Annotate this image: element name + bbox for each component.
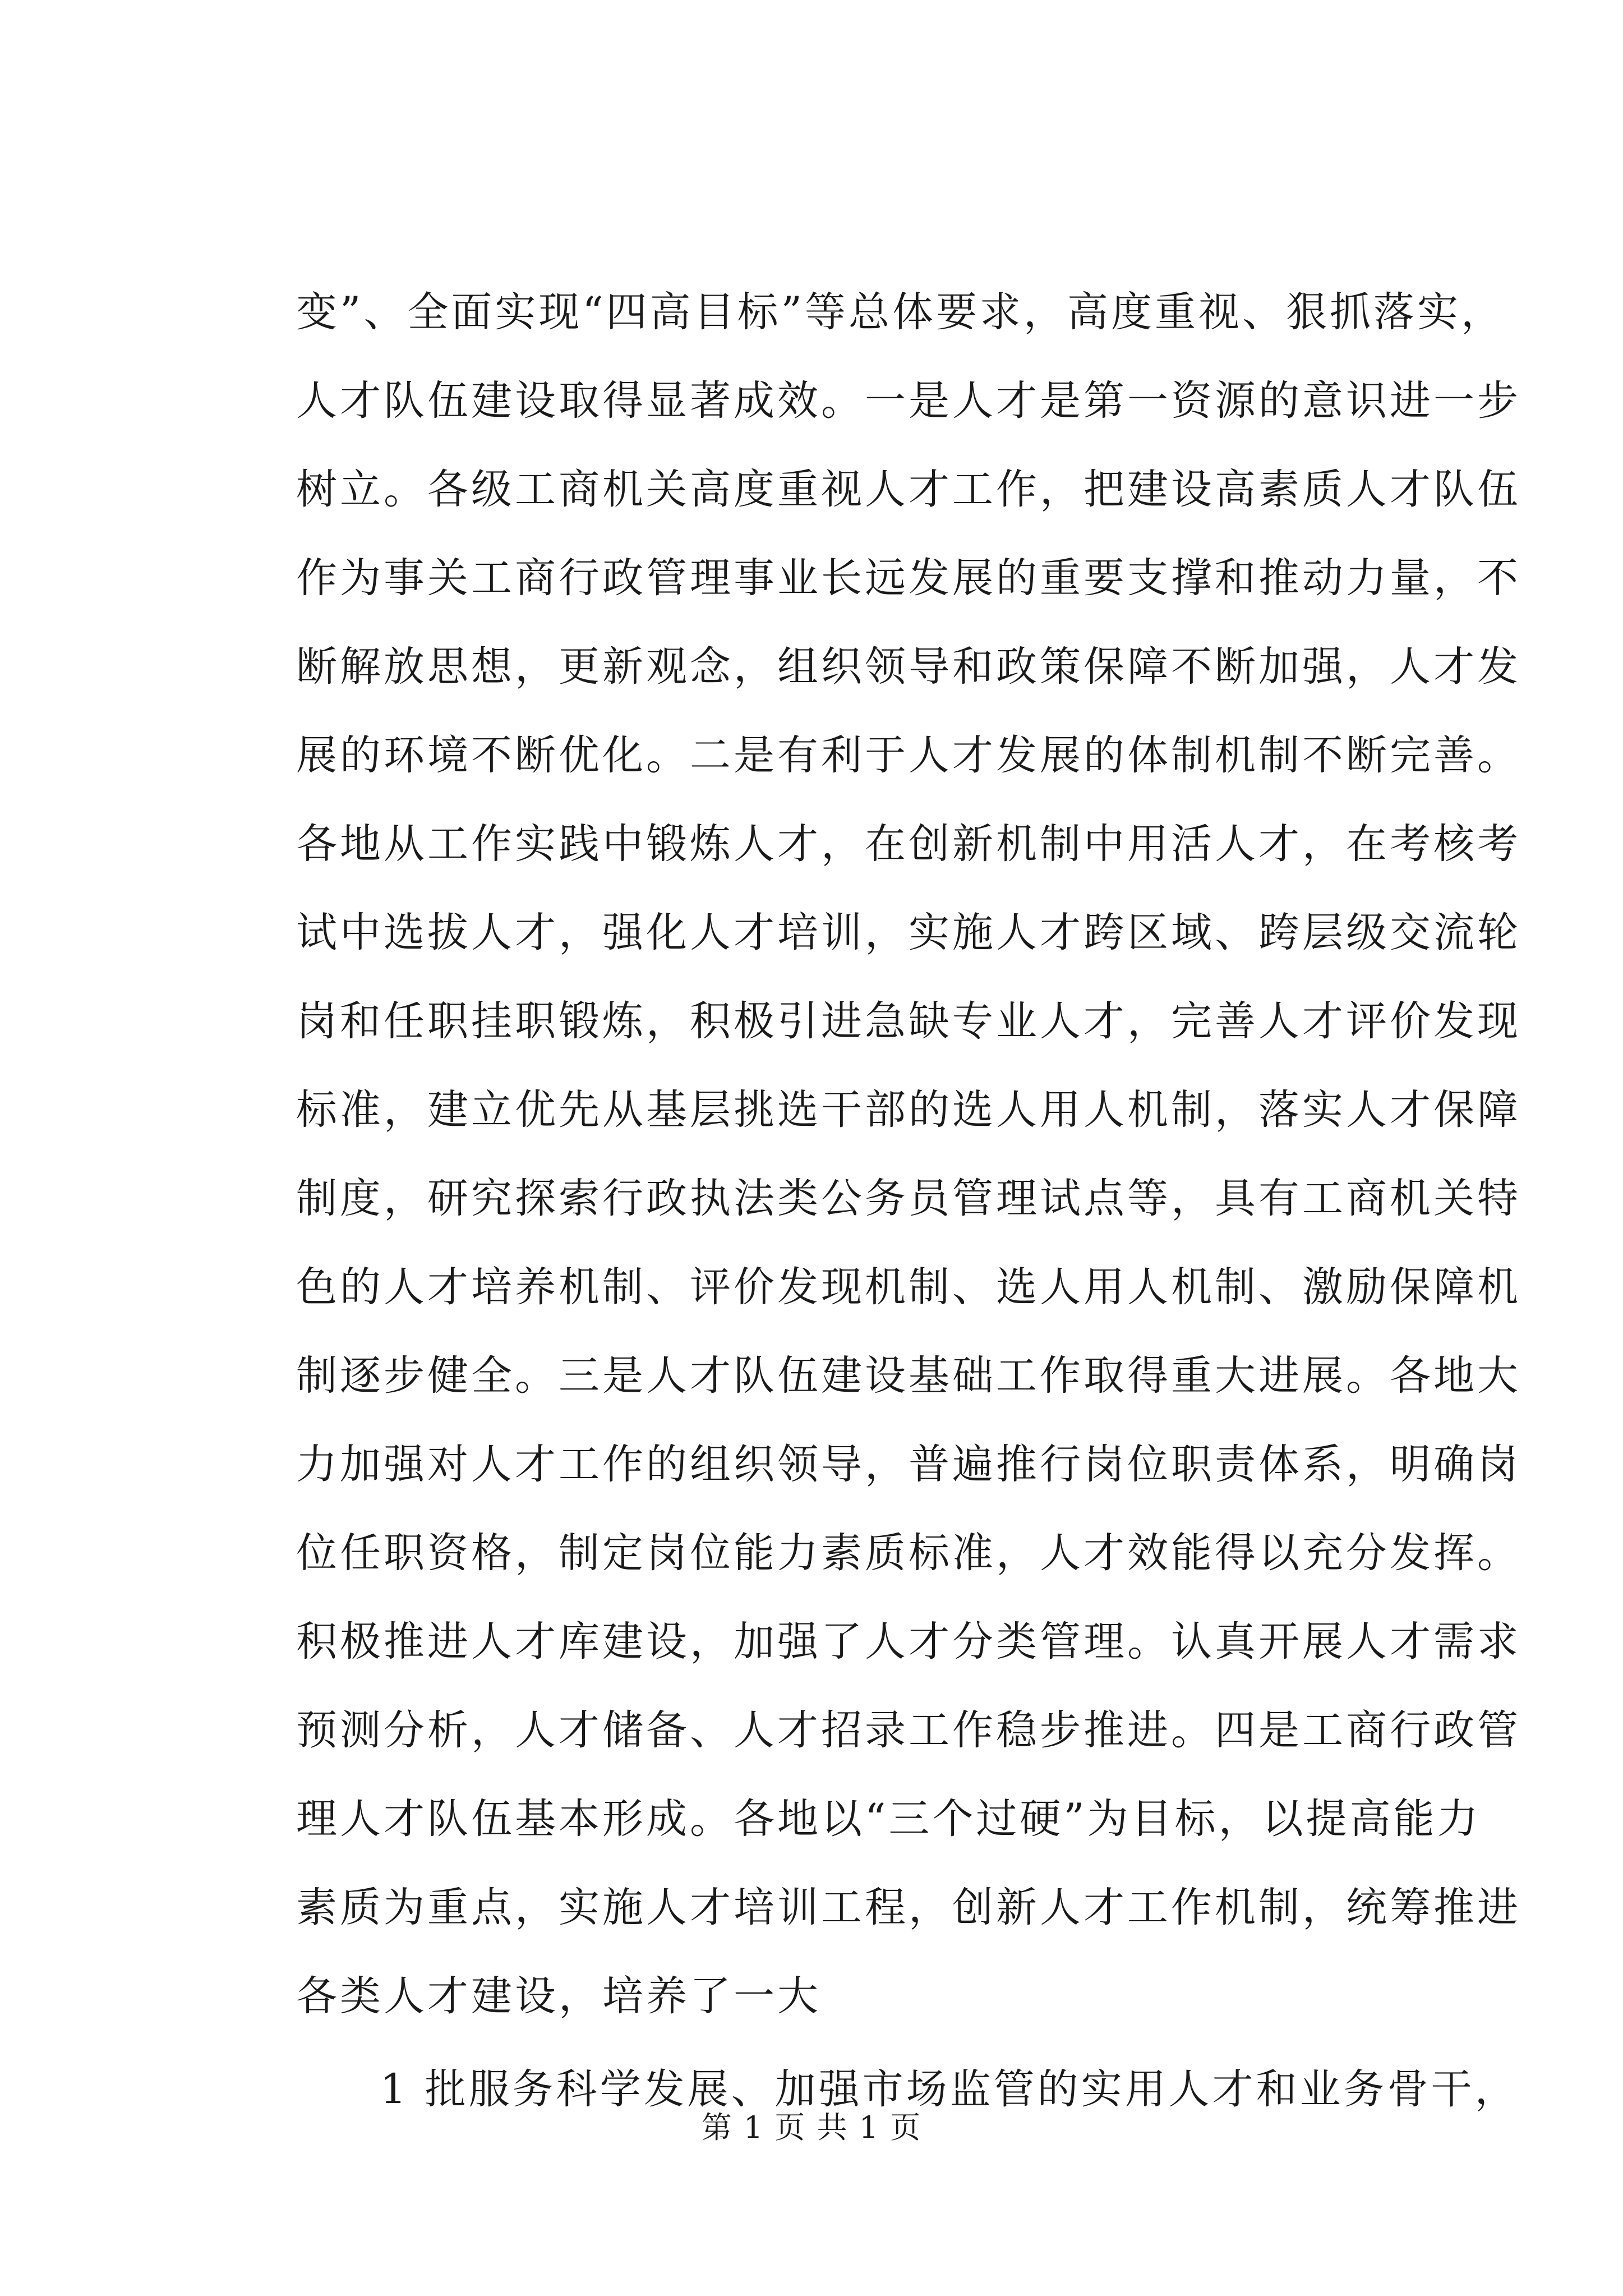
text-line: 积极推进人才库建设，加强了人才分类管理。认真开展人才需求 bbox=[296, 1618, 1521, 1665]
text-line: 预测分析，人才储备、人才招录工作稳步推进。四是工商行政管 bbox=[296, 1706, 1521, 1754]
text-line: 展的环境不断优化。二是有利于人才发展的体制机制不断完善。 bbox=[296, 731, 1521, 779]
text-line: 制度，研究探索行政执法类公务员管理试点等，具有工商机关特 bbox=[296, 1175, 1521, 1222]
continuation-line: 1 批服务科学发展、加强市场监管的实用人才和业务骨干， bbox=[380, 2065, 1519, 2113]
text-line: 色的人才培养机制、评价发现机制、选人用人机制、激励保障机 bbox=[296, 1263, 1521, 1311]
text-line: 力加强对人才工作的组织领导，普遍推行岗位职责体系，明确岗 bbox=[296, 1441, 1521, 1488]
text-line: 作为事关工商行政管理事业长远发展的重要支撑和推动力量，不 bbox=[296, 554, 1521, 602]
text-line: 变”、全面实现“四高目标”等总体要求，高度重视、狠抓落实， bbox=[296, 288, 1505, 336]
page-footer: 第 1 页 共 1 页 bbox=[701, 2110, 922, 2145]
text-line: 试中选拔人才，强化人才培训，实施人才跨区域、跨层级交流轮 bbox=[296, 909, 1521, 956]
text-line: 岗和任职挂职锻炼，积极引进急缺专业人才，完善人才评价发现 bbox=[296, 997, 1521, 1045]
text-line: 各类人才建设，培养了一大 bbox=[296, 1972, 821, 2020]
body-text bbox=[296, 268, 1521, 2134]
text-line: 各地从工作实践中锻炼人才，在创新机制中用活人才，在考核考 bbox=[296, 820, 1521, 868]
text-line: 人才队伍建设取得显著成效。一是人才是第一资源的意识进一步 bbox=[296, 377, 1521, 425]
text-line: 树立。各级工商机关高度重视人才工作，把建设高素质人才队伍 bbox=[296, 466, 1521, 513]
text-line: 断解放思想，更新观念，组织领导和政策保障不断加强，人才发 bbox=[296, 643, 1521, 691]
text-line: 位任职资格，制定岗位能力素质标准，人才效能得以充分发挥。 bbox=[296, 1529, 1521, 1577]
text-line: 制逐步健全。三是人才队伍建设基础工作取得重大进展。各地大 bbox=[296, 1352, 1521, 1400]
text-line: 标准，建立优先从基层挑选干部的选人用人机制，落实人才保障 bbox=[296, 1086, 1521, 1134]
text-line: 素质为重点，实施人才培训工程，创新人才工作机制，统筹推进 bbox=[296, 1884, 1521, 1931]
text-line: 理人才队伍基本形成。各地以“三个过硬”为目标，以提高能力 bbox=[296, 1795, 1481, 1843]
